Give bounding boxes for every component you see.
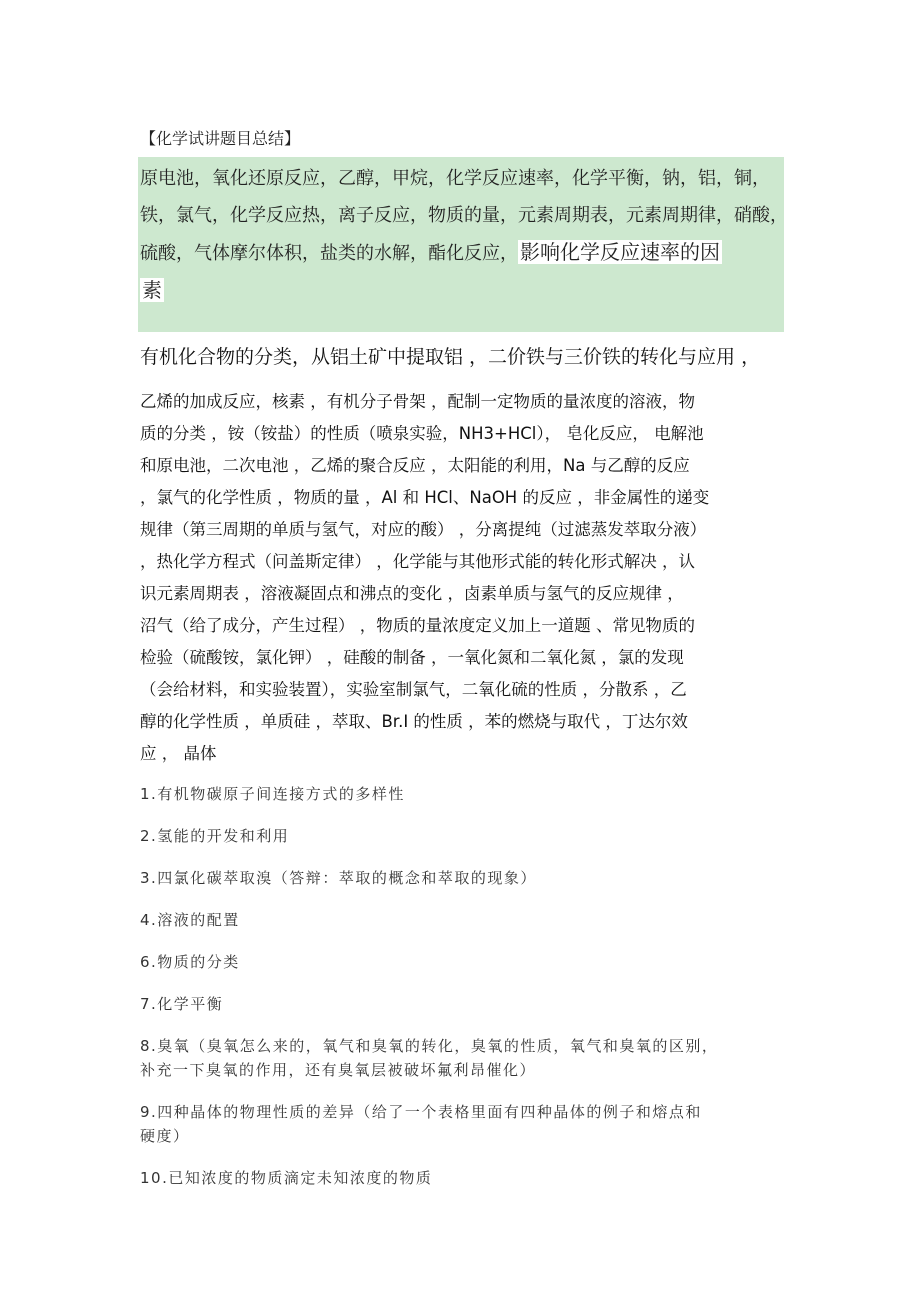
topics-line: 乙烯的加成反应，核素 ，有机分子骨架 ，配制一定物质的量浓度的溶液，物: [140, 392, 695, 411]
list-item-line: 7.化学平衡: [140, 995, 224, 1013]
numbered-list-item: [140, 782, 790, 806]
list-item-line: 3.四氯化碳萃取溴（答辩：萃取的概念和萃取的现象）: [140, 869, 537, 887]
numbered-list-item: [140, 1100, 790, 1148]
list-item-line: 10.已知浓度的物质滴定未知浓度的物质: [140, 1169, 433, 1187]
numbered-list-item: [140, 824, 790, 848]
numbered-list-item: [140, 1034, 790, 1082]
highlighted-topics: [140, 160, 788, 310]
highlighted-topics-text: 原电池，氧化还原反应，乙醇，甲烷，化学反应速率，化学平衡，钠，铝，铜，铁，氯气，化学反应热，离子反应，物质的量，元素周期表，元素周期律，硝酸，硫酸，气体摩尔体积，盐类的水解，酯化反应，: [140, 168, 788, 264]
list-item-line: 8.臭氧（臭氧怎么来的，氧气和臭氧的转化，臭氧的性质，氧气和臭氧的区别，: [140, 1037, 719, 1055]
topics-head-line: 有机化合物的分类，从铝土矿中提取铝 ，二价铁与三价铁的转化与应用 ，: [140, 346, 761, 368]
list-item-line: 6.物质的分类: [140, 953, 240, 971]
topics-line: 识元素周期表 ，溶液凝固点和沸点的变化 ，卤素单质与氢气的反应规律 ，: [140, 584, 684, 603]
numbered-list-item: [140, 950, 790, 974]
topics-line: 质的分类 ，铵（铵盐）的性质（喷泉实验，NH3+HCl）， 皂化反应， 电解池: [140, 424, 704, 443]
topics-line: 沼气（给了成分，产生过程） ，物质的量浓度定义加上一道题 、常见物质的: [140, 616, 695, 635]
topics-paragraph: [140, 386, 780, 770]
topics-line: 和原电池，二次电池 ，乙烯的聚合反应 ，太阳能的利用，Na 与乙醇的反应: [140, 456, 690, 475]
list-item-line: 2.氢能的开发和利用: [140, 827, 290, 845]
numbered-list-item: [140, 866, 790, 890]
list-item-line: 硬度）: [140, 1127, 190, 1145]
topics-line: ，热化学方程式（问盖斯定律） ，化学能与其他形式能的转化形式解决 ，认: [140, 552, 695, 571]
topics-line: ，氯气的化学性质 ，物质的量 ，Al 和 HCl、NaOH 的反应 ，非金属性的递变: [140, 488, 710, 507]
list-item-line: 1.有机物碳原子间连接方式的多样性: [140, 785, 405, 803]
topics-line: 醇的化学性质 ，单质硅 ，萃取、Br.I 的性质 ，苯的燃烧与取代 ，丁达尔效: [140, 712, 688, 731]
list-item-line: 9.四种晶体的物理性质的差异（给了一个表格里面有四种晶体的例子和熔点和: [140, 1103, 702, 1121]
topics-line: 应 ， 晶体: [140, 744, 217, 763]
list-item-line: 4.溶液的配置: [140, 911, 240, 929]
emphasis-text-end: 素: [142, 278, 162, 302]
emphasis-text: 影响化学反应速率的因: [520, 240, 720, 264]
topics-line: （会给材料，和实验装置），实验室制氯气，二氧化硫的性质 ，分散系 ，乙: [140, 680, 687, 699]
document-title: 【化学试讲题目总结】: [140, 129, 301, 148]
numbered-list-item: [140, 1166, 790, 1190]
topics-line: 检验（硫酸铵，氯化钾） ，硅酸的制备 ，一氧化氮和二氧化氮 ，氯的发现: [140, 648, 684, 667]
list-item-line: 补充一下臭氧的作用，还有臭氧层被破坏氟利昂催化）: [140, 1061, 537, 1079]
numbered-list-item: [140, 908, 790, 932]
numbered-list-item: [140, 992, 790, 1016]
topics-line: 规律（第三周期的单质与氢气，对应的酸） ，分离提纯（过滤蒸发萃取分液）: [140, 520, 707, 539]
